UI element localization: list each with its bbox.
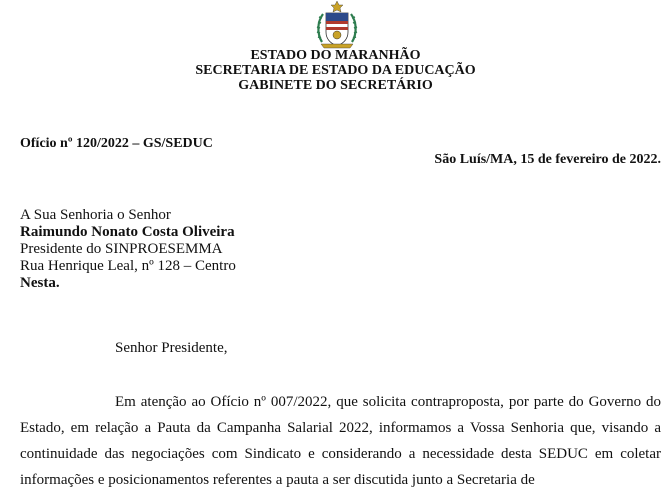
letter-reference: Ofício nº 120/2022 – GS/SEDUC xyxy=(20,136,213,151)
recipient-title: Presidente do SINPROESEMMA xyxy=(20,241,223,257)
recipient-closing: Nesta. xyxy=(20,275,60,291)
letter-date: São Luís/MA, 15 de fevereiro de 2022. xyxy=(434,152,661,167)
recipient-name: Raimundo Nonato Costa Oliveira xyxy=(20,224,235,240)
recipient-address: Rua Henrique Leal, nº 128 – Centro xyxy=(20,258,236,274)
recipient-salutation: A Sua Senhoria o Senhor xyxy=(20,207,171,223)
coat-of-arms-icon xyxy=(312,0,362,50)
body-paragraph: Em atenção ao Ofício nº 007/2022, que solicita contraproposta, por parte do Governo do Estado, em relação a Pauta da Campanha Salarial 2022, informamos a Vossa Senhoria que, visando a continuidade das negociações com Sindicato e considerando a necessidade desta SEDUC em coletar informações e posicionamentos referentes a pauta a ser discutida junto a Secretaria de xyxy=(20,394,661,488)
letterhead-office: GABINETE DO SECRETÁRIO xyxy=(238,78,433,93)
greeting: Senhor Presidente, xyxy=(115,340,228,356)
recipient-block xyxy=(20,207,236,292)
letterhead xyxy=(0,48,671,93)
letterhead-state: ESTADO DO MARANHÃO xyxy=(250,48,421,63)
letterhead-secretariat: SECRETARIA DE ESTADO DA EDUCAÇÃO xyxy=(195,63,476,78)
